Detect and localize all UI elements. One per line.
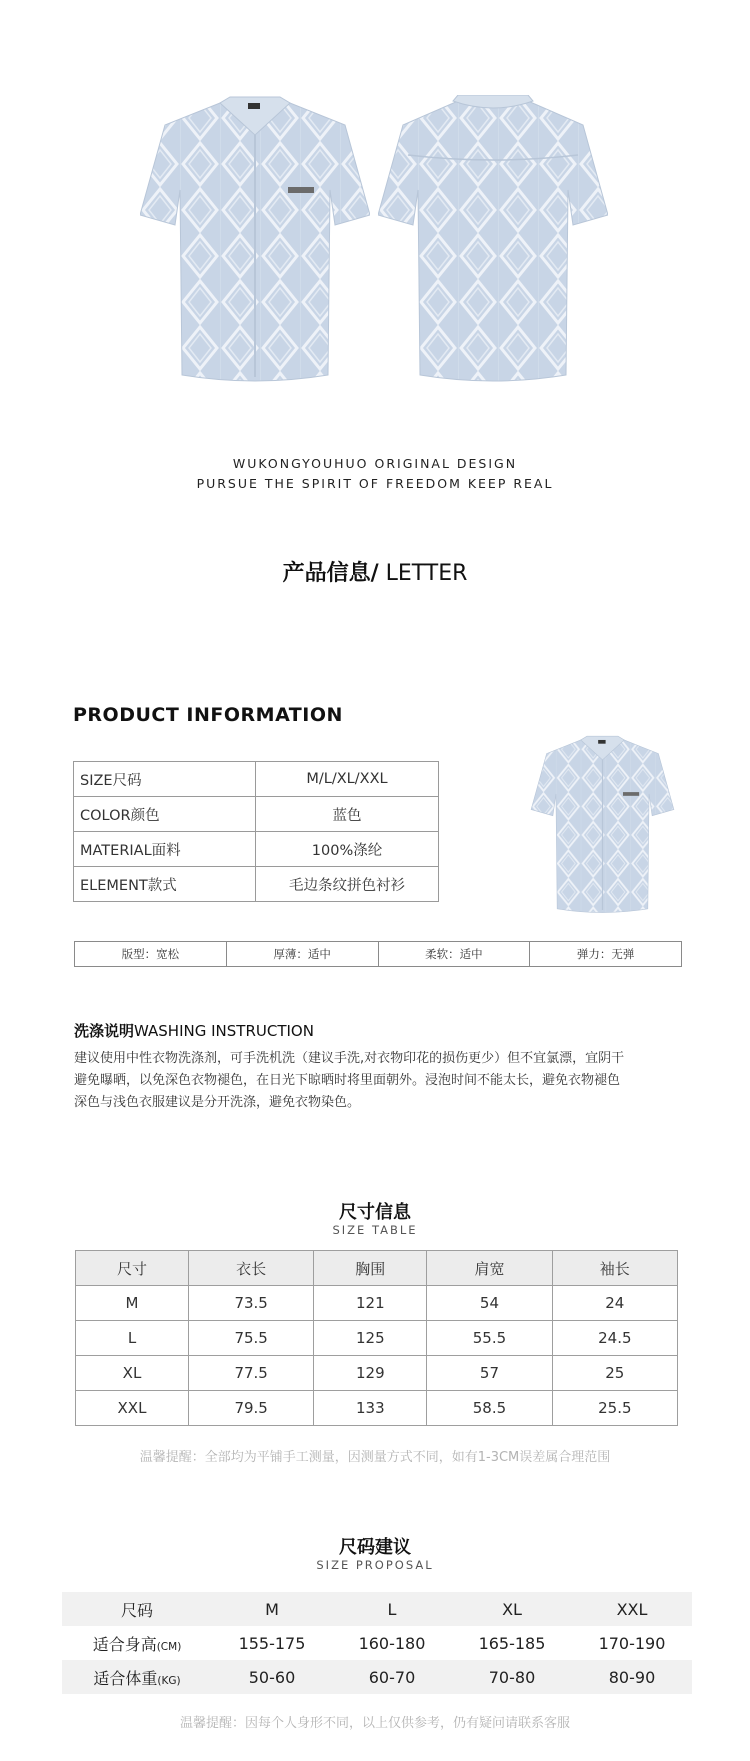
column-header: 衣长: [188, 1251, 313, 1286]
row-label: 尺码: [62, 1592, 212, 1626]
weight-unit: (KG): [157, 1674, 181, 1687]
table-cell: 58.5: [427, 1391, 552, 1426]
product-title: [0, 556, 750, 587]
table-row: [62, 1626, 692, 1660]
product-info-key: SIZE尺码: [74, 762, 256, 797]
table-cell: 129: [314, 1356, 427, 1391]
height-label: 适合身高: [92, 1634, 157, 1654]
table-cell: 77.5: [188, 1356, 313, 1391]
product-info-value: 蓝色: [256, 797, 439, 832]
table-cell: 25.5: [552, 1391, 677, 1426]
table-cell: 24.5: [552, 1321, 677, 1356]
table-cell: 165-185: [478, 1633, 546, 1653]
size-table-title: 尺寸信息: [339, 1202, 411, 1223]
product-title-zh: 产品信息/: [282, 561, 379, 586]
size-table: [75, 1250, 678, 1426]
table-row: [76, 1391, 678, 1426]
table-cell: M: [76, 1286, 189, 1321]
table-row: [74, 762, 439, 797]
product-information-heading: PRODUCT INFORMATION: [73, 704, 343, 726]
attribute-thickness: 厚薄：适中: [227, 942, 379, 966]
table-cell: 133: [314, 1391, 427, 1426]
shirt-back-image: [378, 95, 608, 385]
table-cell: M: [212, 1592, 332, 1626]
product-info-key: MATERIAL面料: [74, 832, 256, 867]
table-cell: XXL: [76, 1391, 189, 1426]
product-title-en: LETTER: [378, 561, 468, 586]
table-cell: 121: [314, 1286, 427, 1321]
table-cell: L: [76, 1321, 189, 1356]
table-cell: 70-80: [452, 1660, 572, 1694]
table-cell: 55.5: [427, 1321, 552, 1356]
table-cell: 170-190: [598, 1633, 666, 1653]
attribute-fit: 版型：宽松: [75, 942, 227, 966]
table-cell: 24: [552, 1286, 677, 1321]
table-cell: 54: [427, 1286, 552, 1321]
table-cell: XL: [452, 1592, 572, 1626]
washing-title-zh: 洗涤说明: [74, 1022, 135, 1040]
table-header-row: [62, 1592, 692, 1626]
table-cell: 155-175: [238, 1633, 306, 1653]
washing-line: 避免曝晒，以免深色衣物褪色，在日光下晾晒时将里面朝外。浸泡时间不能太长，避免衣物褪色: [74, 1073, 621, 1088]
table-cell: 25: [552, 1356, 677, 1391]
attribute-elasticity: 弹力：无弹: [576, 947, 635, 961]
table-cell: L: [332, 1592, 452, 1626]
washing-title-en: WASHING INSTRUCTION: [134, 1022, 314, 1040]
table-cell: 125: [314, 1321, 427, 1356]
product-info-key: COLOR颜色: [74, 797, 256, 832]
table-cell: 160-180: [358, 1633, 426, 1653]
product-info-value: 100%涤纶: [256, 832, 439, 867]
table-cell: XXL: [572, 1592, 692, 1626]
product-info-table: [73, 761, 439, 902]
tagline-line2: PURSUE THE SPIRIT OF FREEDOM KEEP REAL: [196, 476, 554, 491]
product-info-value: M/L/XL/XXL: [256, 762, 439, 797]
table-row: [76, 1286, 678, 1321]
washing-line: 建议使用中性衣物洗涤剂，可手洗机洗（建议手洗,对衣物印花的损伤更少）但不宜氯漂，宜阴干: [74, 1051, 625, 1066]
row-label: [62, 1626, 212, 1660]
shirt-thumbnail-image: [525, 735, 680, 919]
table-row: [76, 1321, 678, 1356]
washing-instruction-text: [74, 1048, 686, 1114]
shirt-front-image: [140, 95, 370, 385]
table-cell: XL: [76, 1356, 189, 1391]
column-header: 尺寸: [76, 1251, 189, 1286]
table-header-row: [76, 1251, 678, 1286]
size-proposal-title: 尺码建议: [339, 1537, 411, 1558]
column-header: 袖长: [552, 1251, 677, 1286]
product-info-value: 毛边条纹拼色衬衫: [256, 867, 439, 902]
table-cell: 73.5: [188, 1286, 313, 1321]
table-cell: 57: [427, 1356, 552, 1391]
size-table-subtitle: SIZE TABLE: [332, 1223, 418, 1237]
height-unit: (CM): [156, 1640, 182, 1653]
washing-line: 深色与浅色衣服建议是分开洗涤，避免衣物染色。: [74, 1095, 361, 1110]
product-info-key: ELEMENT款式: [74, 867, 256, 902]
size-proposal-subtitle: SIZE PROPOSAL: [316, 1558, 434, 1572]
table-row: [62, 1660, 692, 1694]
table-row: [74, 797, 439, 832]
table-cell: 80-90: [572, 1660, 692, 1694]
shirt-images: [0, 95, 750, 385]
row-label: [62, 1660, 212, 1694]
table-row: [74, 832, 439, 867]
table-cell: 75.5: [188, 1321, 313, 1356]
weight-label: 适合体重: [93, 1668, 158, 1688]
size-table-note: 温馨提醒：全部均为平铺手工测量，因测量方式不同，如有1-3CM误差属合理范围: [139, 1450, 611, 1465]
table-cell: 79.5: [188, 1391, 313, 1426]
size-proposal-table: [62, 1592, 692, 1694]
table-row: [74, 867, 439, 902]
column-header: 肩宽: [427, 1251, 552, 1286]
table-cell: 50-60: [212, 1660, 332, 1694]
column-header: 胸围: [314, 1251, 427, 1286]
table-row: [76, 1356, 678, 1391]
tagline-line1: WUKONGYOUHUO ORIGINAL DESIGN: [232, 456, 518, 471]
attribute-softness: 柔软：适中: [379, 942, 531, 966]
size-proposal-note: 温馨提醒：因每个人身形不同，以上仅供参考，仍有疑问请联系客服: [179, 1716, 570, 1731]
washing-instruction-title: [74, 1020, 314, 1041]
attribute-strip: [74, 941, 682, 967]
table-cell: 60-70: [332, 1660, 452, 1694]
